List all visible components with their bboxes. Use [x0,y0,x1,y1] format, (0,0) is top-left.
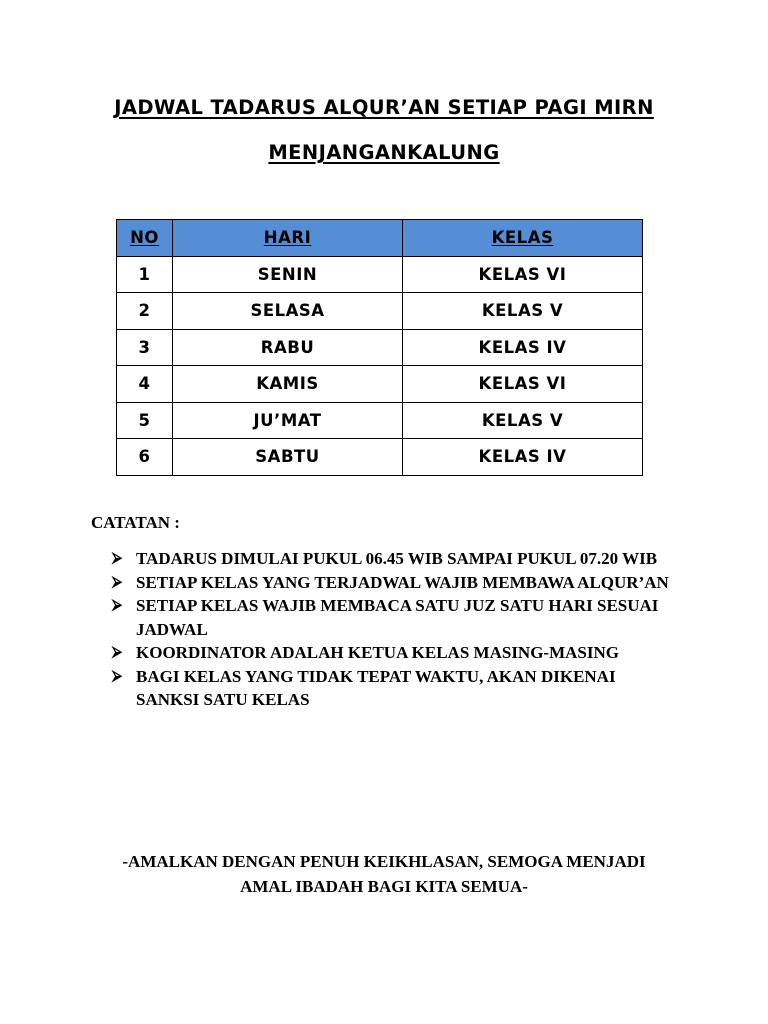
table-row [117,439,643,476]
closing-line-2: AMAL IBADAH BAGI KITA SEMUA- [240,877,528,896]
notes-heading: CATATAN : [91,513,180,532]
cell-no: 1 [117,256,173,293]
cell-hari: SABTU [173,439,403,476]
column-header-hari: HARI [173,220,403,257]
table-row [117,293,643,330]
schedule-table-body [117,256,643,475]
column-header-no: NO [117,220,173,257]
cell-hari: KAMIS [173,366,403,403]
arrowhead-bullet-icon: ⮚ [112,597,122,613]
note-text: KOORDINATOR ADALAH KETUA KELAS MASING-MASING [136,643,619,662]
cell-no: 5 [117,402,173,439]
cell-kelas: KELAS V [403,402,643,439]
list-item [112,665,672,712]
note-text: SETIAP KELAS YANG TERJADWAL WAJIB MEMBAWA ALQUR’AN [136,572,669,592]
cell-kelas: KELAS V [403,293,643,330]
cell-kelas: KELAS VI [403,366,643,403]
note-text: TADARUS DIMULAI PUKUL 06.45 WIB SAMPAI PUKUL 07.20 WIB [136,549,658,568]
closing-message [0,849,768,899]
cell-kelas: KELAS IV [403,329,643,366]
header-row [117,220,643,257]
cell-hari: RABU [173,329,403,366]
arrowhead-bullet-icon: ⮚ [112,644,122,660]
table-row [117,366,643,403]
table-row [117,402,643,439]
note-text: SETIAP KELAS WAJIB MEMBACA SATU JUZ SATU HARI SESUAI JADWAL [136,596,659,639]
cell-kelas: KELAS VI [403,256,643,293]
table-row [117,256,643,293]
notes-list [112,547,672,712]
document-title-line-2: MENJANGANKALUNG [268,141,500,164]
list-item [112,594,672,641]
list-item [112,641,672,665]
schedule-table [116,219,643,476]
cell-no: 4 [117,366,173,403]
document-title-line-1: JADWAL TADARUS ALQUR’AN SETIAP PAGI MIRN [114,96,654,119]
list-item [112,571,672,595]
cell-hari: SELASA [173,293,403,330]
table-row [117,329,643,366]
list-item [112,547,672,571]
cell-no: 6 [117,439,173,476]
arrowhead-bullet-icon: ⮚ [112,550,122,566]
cell-hari: JU’MAT [173,402,403,439]
note-text: BAGI KELAS YANG TIDAK TEPAT WAKTU, AKAN DIKENAI SANKSI SATU KELAS [136,666,616,709]
cell-kelas: KELAS IV [403,439,643,476]
column-header-kelas: KELAS [403,220,643,257]
closing-line-1: -AMALKAN DENGAN PENUH KEIKHLASAN, SEMOGA MENJADI [122,852,646,871]
schedule-table-header [117,220,643,257]
cell-hari: SENIN [173,256,403,293]
arrowhead-bullet-icon: ⮚ [112,573,122,590]
cell-no: 2 [117,293,173,330]
arrowhead-bullet-icon: ⮚ [112,667,122,684]
cell-no: 3 [117,329,173,366]
